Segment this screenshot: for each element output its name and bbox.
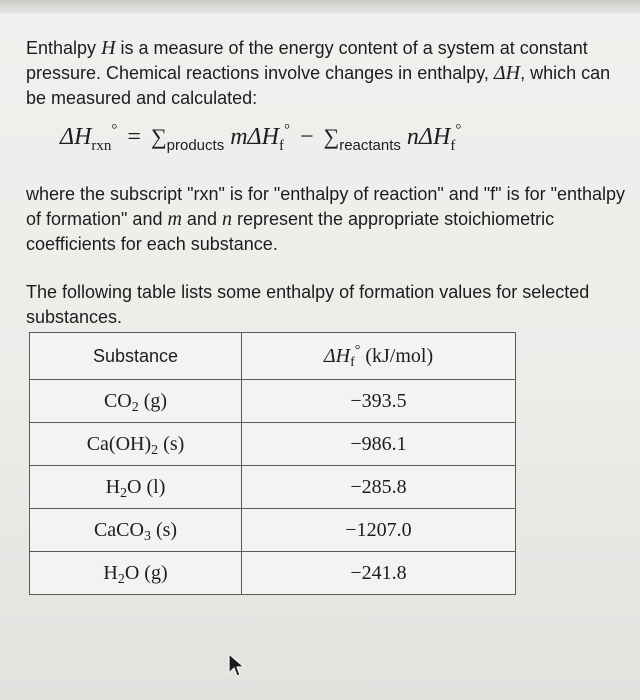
- formula-sum-2: ∑: [323, 124, 340, 149]
- formula-term-2-symbol: ΔH: [418, 124, 451, 150]
- formula-lhs-degree: °: [111, 122, 118, 138]
- header-enthalpy: [242, 333, 516, 380]
- substance-state: (l): [141, 475, 166, 498]
- enthalpy-table: [29, 332, 516, 595]
- substance-formula: H: [103, 561, 118, 584]
- formula-equals: =: [127, 124, 141, 150]
- substance-cell: [30, 552, 242, 595]
- formula-term-2-degree: °: [455, 122, 462, 138]
- enthalpy-value: −986.1: [242, 423, 516, 466]
- substance-subscript: 2: [151, 442, 159, 458]
- enthalpy-formula: [60, 122, 620, 154]
- substance-formula-rest: O: [127, 475, 142, 498]
- explanation-paragraph: [26, 182, 632, 257]
- intro-paragraph: [26, 36, 632, 111]
- formula-sum-1-sub: products: [166, 137, 225, 154]
- delta-h-symbol: ΔH: [493, 62, 521, 84]
- substance-subscript: 2: [117, 571, 125, 587]
- substance-cell: [30, 466, 242, 509]
- formula-coef-n: n: [406, 124, 419, 150]
- formula-term-1-sub: f: [278, 138, 284, 154]
- substance-formula-rest: O: [124, 561, 140, 584]
- substance-cell: [30, 380, 242, 423]
- top-edge: [0, 0, 640, 14]
- question-card: [0, 14, 640, 700]
- formula-sum-2-sub: reactants: [339, 137, 401, 154]
- table-header-row: [30, 333, 516, 380]
- substance-state: (g): [139, 561, 168, 584]
- substance-state: (s): [158, 432, 185, 455]
- enthalpy-value: −1207.0: [242, 509, 516, 552]
- enthalpy-value: −241.8: [242, 552, 516, 595]
- table-intro-paragraph: The following table lists some enthalpy of formation values for selected substances.: [26, 282, 590, 327]
- table-row: [30, 552, 516, 595]
- formula-lhs-symbol: ΔH: [60, 124, 92, 150]
- substance-subscript: 3: [143, 528, 151, 544]
- explanation-text-2: and: [181, 209, 222, 229]
- formula-term-1-degree: °: [283, 122, 290, 138]
- header-delta-h: ΔH: [323, 344, 351, 367]
- enthalpy-symbol: H: [101, 37, 116, 59]
- formula-lhs-sub: rxn: [91, 138, 112, 154]
- substance-cell: [30, 423, 242, 466]
- table-row: [30, 466, 516, 509]
- substance-formula: Ca(OH): [86, 432, 152, 455]
- formula-term-1-symbol: ΔH: [247, 124, 279, 150]
- substance-subscript: 2: [120, 485, 128, 501]
- header-degree: °: [354, 342, 361, 358]
- substance-state: (g): [138, 389, 168, 412]
- explanation-text-3: represent the appropriate stoichiometric coefficients for each substance.: [26, 209, 555, 254]
- mouse-cursor-icon: [226, 652, 248, 678]
- formula-term-2-sub: f: [450, 138, 456, 154]
- substance-state: (s): [150, 518, 178, 541]
- enthalpy-value: −285.8: [242, 466, 516, 509]
- intro-text-2: is a measure of the energy content of a system at constant pressure. Chemical reactions involve changes in enthalpy,: [26, 38, 588, 83]
- header-sub-f: f: [350, 354, 355, 370]
- header-substance: Substance: [30, 333, 242, 380]
- coef-m-symbol: m: [167, 208, 182, 230]
- substance-cell: [30, 509, 242, 552]
- enthalpy-value: −393.5: [242, 380, 516, 423]
- header-unit: (kJ/mol): [360, 344, 434, 367]
- substance-formula: H: [105, 475, 121, 498]
- formula-coef-m: m: [230, 124, 248, 150]
- intro-text-3: , which can be measured and calculated:: [26, 63, 611, 108]
- formula-minus: −: [299, 124, 314, 150]
- table-row: [30, 509, 516, 552]
- substance-subscript: 2: [131, 399, 139, 415]
- substance-formula: CaCO: [93, 518, 144, 541]
- substance-formula: CO: [103, 389, 132, 412]
- explanation-text-1: where the subscript "rxn" is for "enthalpy of reaction" and "f" is for "enthalpy of formation" and: [26, 184, 626, 229]
- intro-text-1: Enthalpy: [26, 38, 102, 58]
- formula-sum-1: ∑: [150, 124, 167, 149]
- coef-n-symbol: n: [221, 208, 232, 230]
- table-row: [30, 380, 516, 423]
- table-row: [30, 423, 516, 466]
